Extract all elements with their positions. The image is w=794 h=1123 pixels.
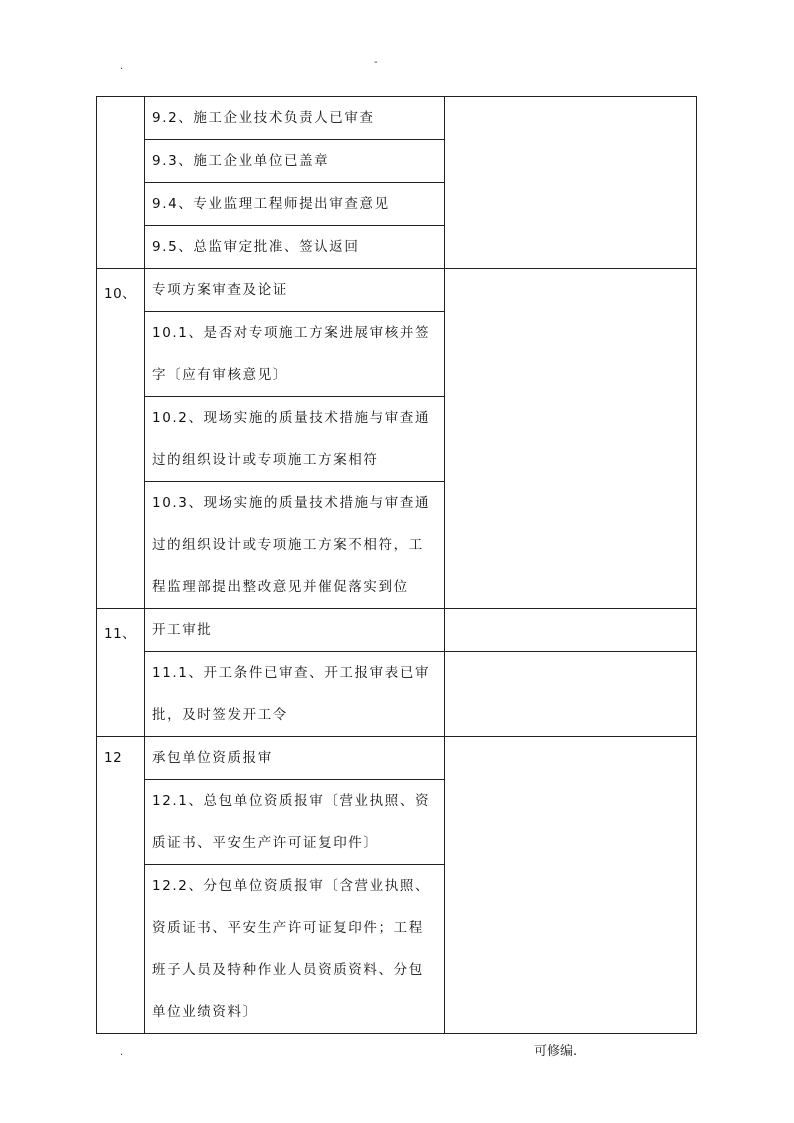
table-row [97, 97, 697, 140]
item-cell [145, 482, 445, 609]
item-cell [145, 609, 445, 652]
item-text: 12.1、总包单位资质报审〔营业执照、资质证书、平安生产许可证复印件〕 [152, 793, 431, 851]
remark-cell [445, 97, 697, 269]
item-text: 12.2、分包单位资质报审〔含营业执照、资质证书、平安生产许可证复印件；工程班子人员及特种作业人员资质资料、分包单位业绩资料〕 [152, 878, 431, 1020]
section-number-cell [97, 737, 145, 1034]
item-cell [145, 652, 445, 737]
page-mark-left-bottom: . [120, 1047, 124, 1058]
table-row [97, 609, 697, 652]
table-row [97, 737, 697, 780]
checklist-table [96, 96, 697, 1034]
remark-cell [445, 737, 697, 1034]
section-number [97, 97, 144, 110]
remark-cell [445, 652, 697, 737]
remark-cell [445, 609, 697, 652]
item-cell [145, 312, 445, 397]
item-cell [145, 183, 445, 226]
section-number-cell [97, 269, 145, 609]
table-row [97, 269, 697, 312]
page-mark-left-top: . [120, 61, 124, 72]
item-text: 10.1、是否对专项施工方案进展审核并签字〔应有审核意见〕 [152, 325, 431, 383]
item-text: 11.1、开工条件已审查、开工报审表已审批，及时签发开工令 [152, 665, 431, 723]
table-row [97, 652, 697, 737]
section-number: 10、 [104, 286, 137, 302]
item-text: 承包单位资质报审 [152, 750, 273, 766]
item-cell [145, 97, 445, 140]
item-text: 9.4、专业监理工程师提出审查意见 [152, 196, 390, 212]
section-number-cell [97, 609, 145, 737]
item-cell [145, 140, 445, 183]
item-cell [145, 226, 445, 269]
item-cell [145, 269, 445, 312]
item-text: 开工审批 [152, 622, 213, 638]
item-text: 10.2、现场实施的质量技术措施与审查通过的组织设计或专项施工方案相符 [152, 410, 431, 468]
remark-cell [445, 269, 697, 609]
page-mark-center-top: - [374, 57, 378, 68]
item-cell [145, 780, 445, 865]
item-text: 9.2、施工企业技术负责人已审查 [152, 110, 375, 126]
item-text: 专项方案审查及论证 [152, 282, 288, 298]
item-text: 9.3、施工企业单位已盖章 [152, 153, 330, 169]
footer-text: 可修编. [534, 1044, 578, 1059]
item-cell [145, 397, 445, 482]
section-number-cell [97, 97, 145, 269]
section-number: 12 [104, 750, 123, 766]
item-text: 10.3、现场实施的质量技术措施与审查通过的组织设计或专项施工方案不相符，工程监理部提出整改意见并催促落实到位 [152, 495, 431, 595]
item-cell [145, 865, 445, 1034]
item-text: 9.5、总监审定批准、签认返回 [152, 239, 360, 255]
item-cell [145, 737, 445, 780]
section-number: 11、 [104, 626, 137, 642]
